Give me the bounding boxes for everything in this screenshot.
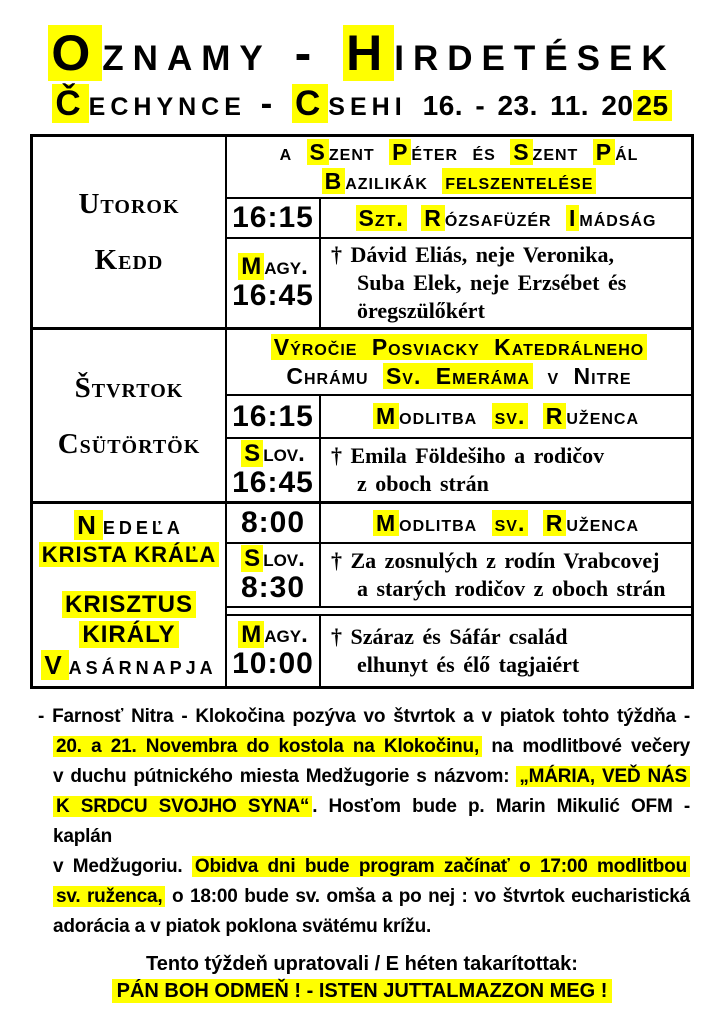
thursday-rows <box>227 330 691 501</box>
intention-line: † Dávid Eliás, neje Veronika, <box>331 242 614 267</box>
time-value: 10:00 <box>232 647 314 680</box>
time-cell <box>227 239 321 327</box>
day-cell-thursday <box>33 330 227 501</box>
intention-cell <box>321 439 691 501</box>
announcement-line: sv. ruženca, o 18:00 bude sv. omša a po nej : vo štvrtok eucharistická <box>53 882 690 912</box>
intention-line: elhunyt és élő tagjaiért <box>357 652 580 677</box>
double-rule <box>227 606 691 614</box>
language-label: S lov. <box>241 441 305 467</box>
schedule-group-sunday <box>33 501 691 686</box>
announcement-line: v Medžugoriu. Obidva dni bude program začínať o 17:00 modlitbou <box>53 852 690 882</box>
schedule-group-thursday <box>33 327 691 501</box>
place-name: Čechynce - Csehi <box>52 84 406 124</box>
mass-row <box>227 542 691 606</box>
mass-row <box>227 437 691 501</box>
day-cell-tuesday <box>33 137 227 327</box>
schedule-table <box>30 134 694 689</box>
feast-line: a S zent P éter és S zent P ál <box>279 139 639 165</box>
intention-line: Szt. R ózsafüzér I mádság <box>321 204 691 233</box>
intention-line: Suba Elek, neje Erzsébet és <box>357 270 627 295</box>
time-cell <box>227 439 321 501</box>
cleaning-thanks-line: Tento týždeň upratovali / E héten takarítottak: <box>146 953 578 975</box>
language-label: M agy. <box>238 254 308 280</box>
date-range: 16. - 23. 11. 20 25 <box>423 90 672 122</box>
language-label: M agy. <box>238 622 308 648</box>
day-name-hungarian: Csütörtök <box>57 427 201 460</box>
time-value: 8:30 <box>240 571 306 604</box>
day-name-slovak: Štvrtok <box>74 371 184 404</box>
blessing-line <box>0 978 724 1005</box>
time-cell <box>227 616 321 686</box>
mass-row <box>227 237 691 327</box>
day-name-slovak: Utorok <box>78 188 180 220</box>
announcement-line: v duchu pútnického miesta Medžugorie s názvom: „MÁRIA, VEĎ NÁS <box>53 762 690 792</box>
announcement-line: - Farnosť Nitra - Klokočina pozýva vo štvrtok a v piatok tohto týždňa - <box>38 706 690 727</box>
day-name-slovak: N edeľa <box>74 510 184 540</box>
feast-line: Výročie Posviacky Katedrálneho <box>227 333 691 362</box>
tuesday-rows <box>227 137 691 327</box>
language-label: S lov. <box>241 546 305 572</box>
intention-cell <box>321 396 691 437</box>
time-value: 16:45 <box>232 279 314 312</box>
time-value: 16:15 <box>232 201 314 234</box>
time-cell <box>227 544 321 606</box>
announcement-line: adorácia a v piatok poklona svätému krížu. <box>53 916 432 937</box>
feast-name-hungarian: KRISZTUS <box>62 590 196 620</box>
sunday-rows <box>227 504 691 686</box>
intention-cell <box>321 616 691 686</box>
feast-line: Chrámu Sv. Emeráma v Nitre <box>286 363 632 389</box>
feast-name-hungarian: KIRÁLY <box>79 620 178 650</box>
intention-line: a starých rodičov z oboch strán <box>357 576 666 601</box>
page-title: Oznamy - Hirdetések <box>0 24 724 82</box>
intention-cell <box>321 544 691 606</box>
time-cell <box>227 396 321 437</box>
feast-line: B azilikák felszentelése <box>227 167 691 196</box>
day-name-hungarian: Kedd <box>94 244 164 276</box>
intention-line: † Száraz és Sáfár család <box>331 624 568 649</box>
intention-line: M odlitba sv. R uženca <box>321 509 691 538</box>
mass-row <box>227 197 691 237</box>
intention-cell <box>321 504 691 542</box>
time-value: 16:45 <box>232 466 314 499</box>
time-value: 8:00 <box>240 506 306 539</box>
intention-line: † Za zosnulých z rodín Vrabcovej <box>331 548 660 573</box>
feast-name-slovak: KRISTA KRÁĽA <box>39 540 220 570</box>
feast-header-tuesday <box>227 137 691 197</box>
time-cell <box>227 199 321 237</box>
announcement-line: K SRDCU SVOJHO SYNA“ . Hosťom bude p. Marin Mikulić OFM - kaplán <box>53 796 690 847</box>
intention-line: † Emila Földešiho a rodičov <box>331 443 605 468</box>
announcement-paragraph <box>38 702 691 942</box>
feast-header-thursday <box>227 330 691 394</box>
time-value: 16:15 <box>232 399 314 433</box>
intention-line: z oboch strán <box>357 471 489 496</box>
cleaning-thanks <box>0 951 724 1005</box>
schedule-group-tuesday <box>33 137 691 327</box>
mass-row <box>227 394 691 437</box>
day-name-hungarian: V asárnapja <box>41 650 216 680</box>
time-cell <box>227 504 321 542</box>
page-subtitle <box>0 84 724 124</box>
intention-cell <box>321 239 691 327</box>
mass-row <box>227 614 691 686</box>
intention-line: öregszülőkért <box>357 298 485 323</box>
intention-line: M odlitba sv. R uženca <box>321 402 691 431</box>
day-cell-sunday <box>33 504 227 686</box>
mass-row <box>227 504 691 542</box>
blessing-text: PÁN BOH ODMEŇ ! - ISTEN JUTTALMAZZON MEG ! <box>112 979 613 1003</box>
intention-cell <box>321 199 691 237</box>
announcement-line: 20. a 21. Novembra do kostola na Klokočinu, na modlitbové večery <box>53 732 690 762</box>
